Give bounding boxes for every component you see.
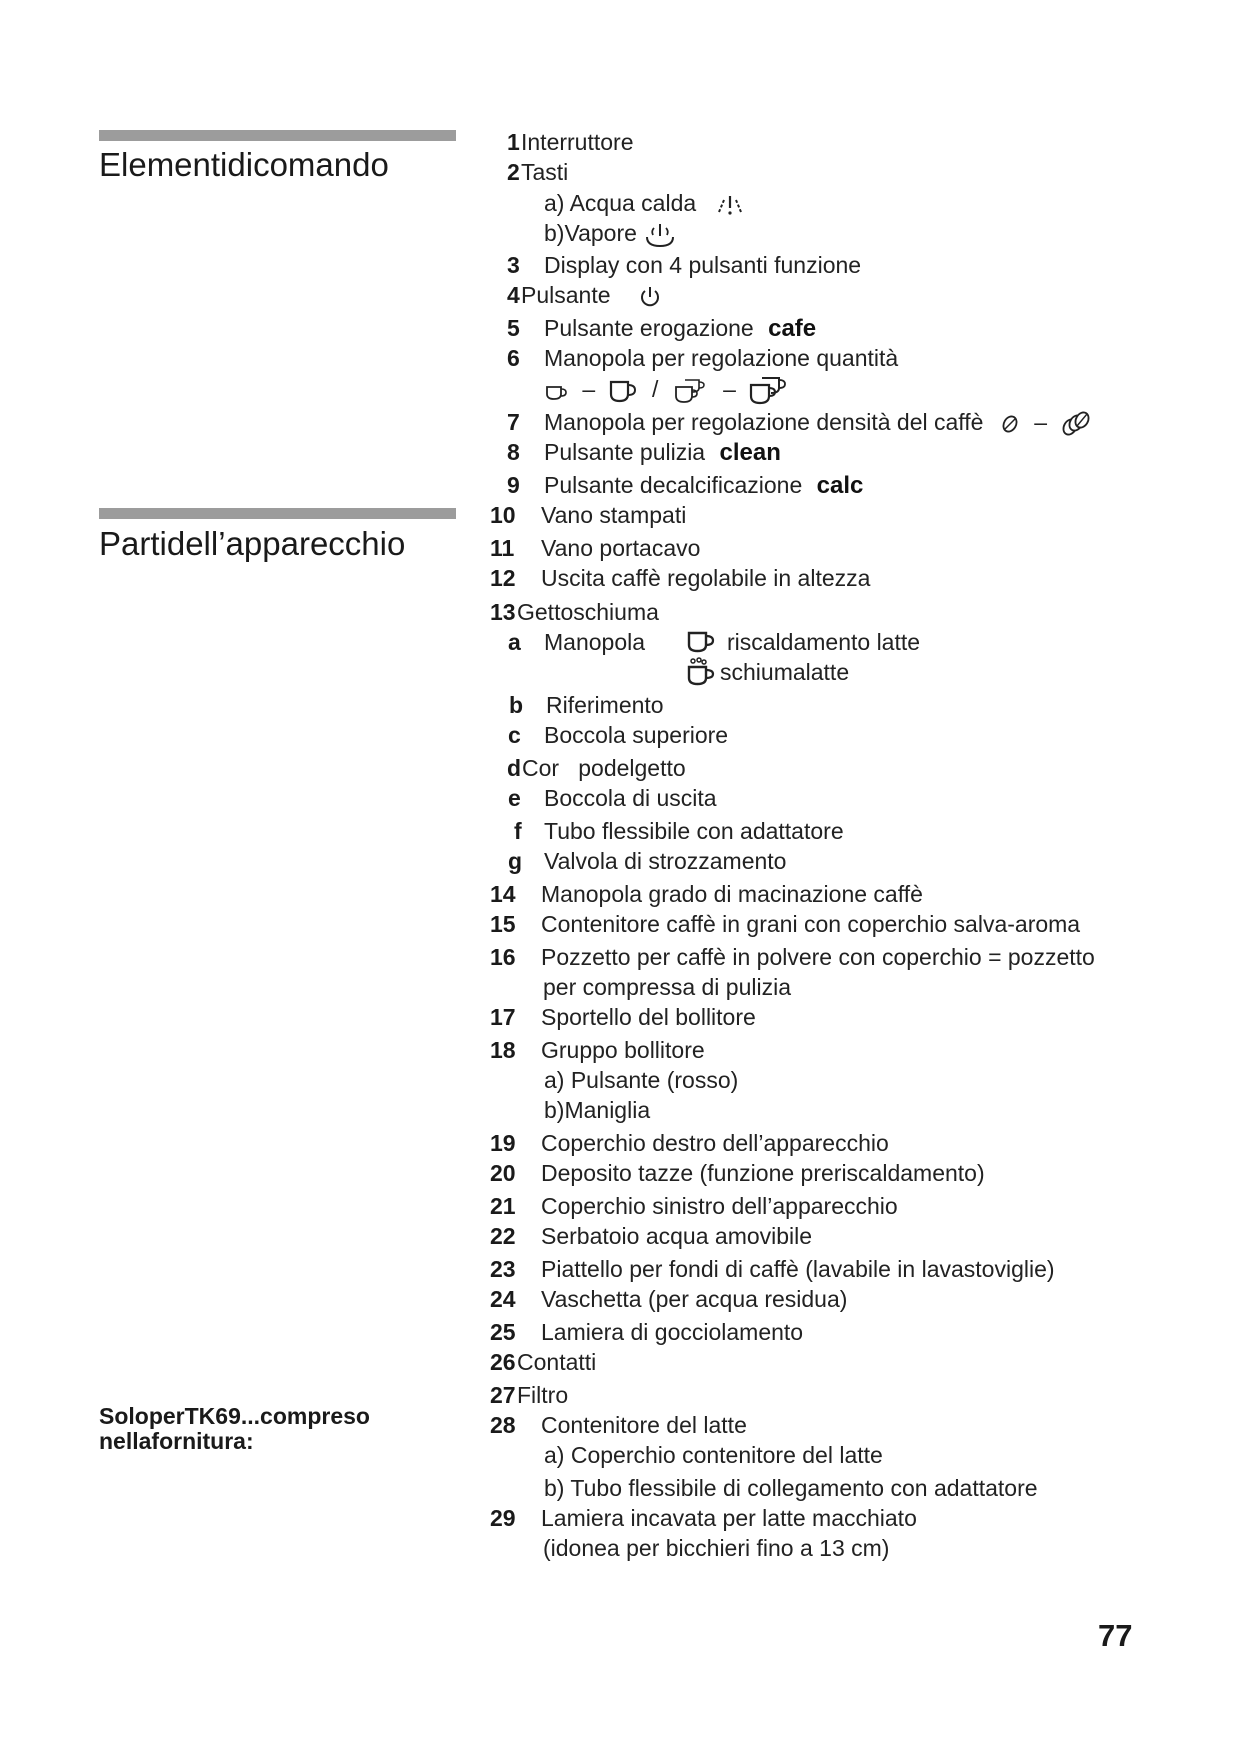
item-text: Contenitore del latte (541, 1412, 747, 1438)
item-label: b)Vapore (544, 220, 637, 246)
item-text: Vaschetta (per acqua residua) (541, 1286, 848, 1312)
item-number: 7 (507, 409, 520, 435)
strong-beans-icon (1059, 410, 1093, 438)
clean-keyword: clean (719, 439, 781, 466)
item-text: Contenitore caffè in grani con coperchio salva-aroma (541, 911, 1081, 937)
item-number: 11 (490, 535, 515, 561)
item-label: Pulsante decalcificazione (544, 472, 803, 498)
item-text (544, 407, 1093, 438)
milk-cup-icon (686, 629, 718, 655)
item-number: 17 (490, 1004, 516, 1030)
item-text: Lamiera incavata per latte macchiato (541, 1505, 917, 1531)
item-text: Vano portacavo (541, 535, 701, 561)
item-letter: e (508, 785, 521, 811)
item-text-continued: per compressa di pulizia (543, 974, 792, 1000)
item-number: 8 (507, 439, 520, 465)
item-text-continued: (idonea per bicchieri fino a 13 cm) (543, 1535, 890, 1561)
item-text: Pozzetto per caffè in polvere con coperchio = pozzetto (541, 944, 1095, 970)
item-text: Coperchio sinistro dell’apparecchio (541, 1193, 898, 1219)
item-number: 18 (490, 1037, 516, 1063)
range-dash: – (1034, 409, 1048, 435)
item-text: Filtro (517, 1382, 569, 1408)
parts-heading-rule (99, 508, 456, 519)
item-text: b)Maniglia (544, 1097, 651, 1123)
item-text: Boccola di uscita (544, 785, 717, 811)
item-number: 3 (507, 252, 520, 278)
controls-section-title: Elementidicomando (99, 146, 389, 183)
two-large-cups-icon (748, 376, 790, 406)
item-text (544, 218, 677, 249)
item-text (521, 280, 663, 310)
item-number: 13 (490, 599, 516, 625)
item-text: Riferimento (546, 692, 664, 718)
item-text: Piattello per fondi di caffè (lavabile in lavastoviglie) (541, 1256, 1055, 1282)
item-text: Display con 4 pulsanti funzione (544, 252, 862, 278)
item-text: a) Pulsante (rosso) (544, 1067, 739, 1093)
item-text (544, 470, 863, 501)
item-letter: g (508, 848, 523, 874)
item-number: 21 (490, 1193, 516, 1219)
item-letter: a (508, 629, 521, 655)
item-letter: b (509, 692, 524, 718)
range-dash: – (582, 376, 596, 402)
item-text (544, 437, 781, 468)
item-text: Gettoschiuma (517, 599, 659, 625)
item-number: 29 (490, 1505, 516, 1531)
item-number: 20 (490, 1160, 516, 1186)
steam-icon (643, 221, 677, 249)
item-letter: d (507, 755, 522, 781)
item-label: Pulsante pulizia (544, 439, 706, 465)
small-cup-icon (544, 379, 570, 403)
item-text: a) Coperchio contenitore del latte (544, 1442, 883, 1468)
item-number: 14 (490, 881, 516, 907)
item-number: 27 (490, 1382, 516, 1408)
page-number: 77 (1098, 1618, 1133, 1653)
item-number: 28 (490, 1412, 516, 1438)
item-text: Lamiera di gocciolamento (541, 1319, 804, 1345)
item-text: Boccola superiore (544, 722, 729, 748)
large-cup-icon (608, 378, 638, 404)
item-letter: c (508, 722, 521, 748)
mild-bean-icon (998, 412, 1022, 436)
item-number: 4 (507, 282, 520, 308)
item-label: Pulsante (521, 282, 611, 308)
item-text: Contatti (517, 1349, 597, 1375)
item-number: 12 (490, 565, 516, 591)
item-text: Coperchio destro dell’apparecchio (541, 1130, 889, 1156)
hot-water-icon (713, 192, 747, 218)
range-dash: – (723, 376, 736, 402)
tk69-note-line-2: nellafornitura: (99, 1428, 254, 1454)
item-number: 23 (490, 1256, 516, 1282)
item-number: 22 (490, 1223, 516, 1249)
item-text: Sportello del bollitore (541, 1004, 756, 1030)
foam-cup-icon (686, 657, 718, 687)
item-number: 15 (490, 911, 516, 937)
range-slash: / (651, 376, 659, 402)
item-text: Valvola di strozzamento (544, 848, 787, 874)
item-number: 5 (507, 315, 520, 341)
item-text: b) Tubo flessibile di collegamento con adattatore (544, 1475, 1038, 1501)
controls-heading-rule (99, 130, 456, 141)
calc-keyword: calc (816, 472, 864, 499)
item-text: Interruttore (521, 129, 634, 155)
item-text (544, 188, 747, 218)
item-text: Tasti (521, 159, 569, 185)
item-text: Tubo flessibile con adattatore (544, 818, 844, 844)
item-number: 10 (490, 502, 516, 528)
item-number: 6 (507, 345, 520, 371)
item-number: 2 (507, 159, 520, 185)
item-text (544, 313, 816, 344)
tk69-note (99, 1404, 370, 1454)
item-label: a) Acqua calda (544, 190, 697, 216)
item-number: 1 (507, 129, 520, 155)
milk-foaming-label: schiumalatte (720, 659, 850, 685)
item-text: Cor podelgetto (522, 755, 686, 781)
milk-heating-label: riscaldamento latte (727, 629, 921, 655)
item-number: 19 (490, 1130, 516, 1156)
item-text: Manopola per regolazione quantità (544, 345, 899, 371)
power-icon (637, 284, 663, 310)
item-text: Vano stampati (541, 502, 687, 528)
item-text: Deposito tazze (funzione preriscaldamento) (541, 1160, 985, 1186)
item-number: 24 (490, 1286, 516, 1312)
parts-section-title: Partidell’apparecchio (99, 525, 406, 562)
two-small-cups-icon (673, 377, 711, 405)
item-number: 16 (490, 944, 516, 970)
quantity-symbols-line (544, 374, 790, 406)
item-text: Uscita caffè regolabile in altezza (541, 565, 871, 591)
item-number: 25 (490, 1319, 516, 1345)
item-text: Serbatoio acqua amovibile (541, 1223, 813, 1249)
item-number: 26 (490, 1349, 516, 1375)
item-text: Manopola (544, 629, 646, 655)
item-label: Manopola per regolazione densità del caffè (544, 409, 984, 435)
tk69-note-line-1: SoloperTK69...compreso (99, 1403, 370, 1429)
item-number: 9 (507, 472, 520, 498)
item-text: Gruppo bollitore (541, 1037, 705, 1063)
item-label: Pulsante erogazione (544, 315, 754, 341)
item-text: Manopola grado di macinazione caffè (541, 881, 923, 907)
cafe-keyword: cafe (768, 315, 817, 342)
item-letter: f (514, 818, 522, 844)
